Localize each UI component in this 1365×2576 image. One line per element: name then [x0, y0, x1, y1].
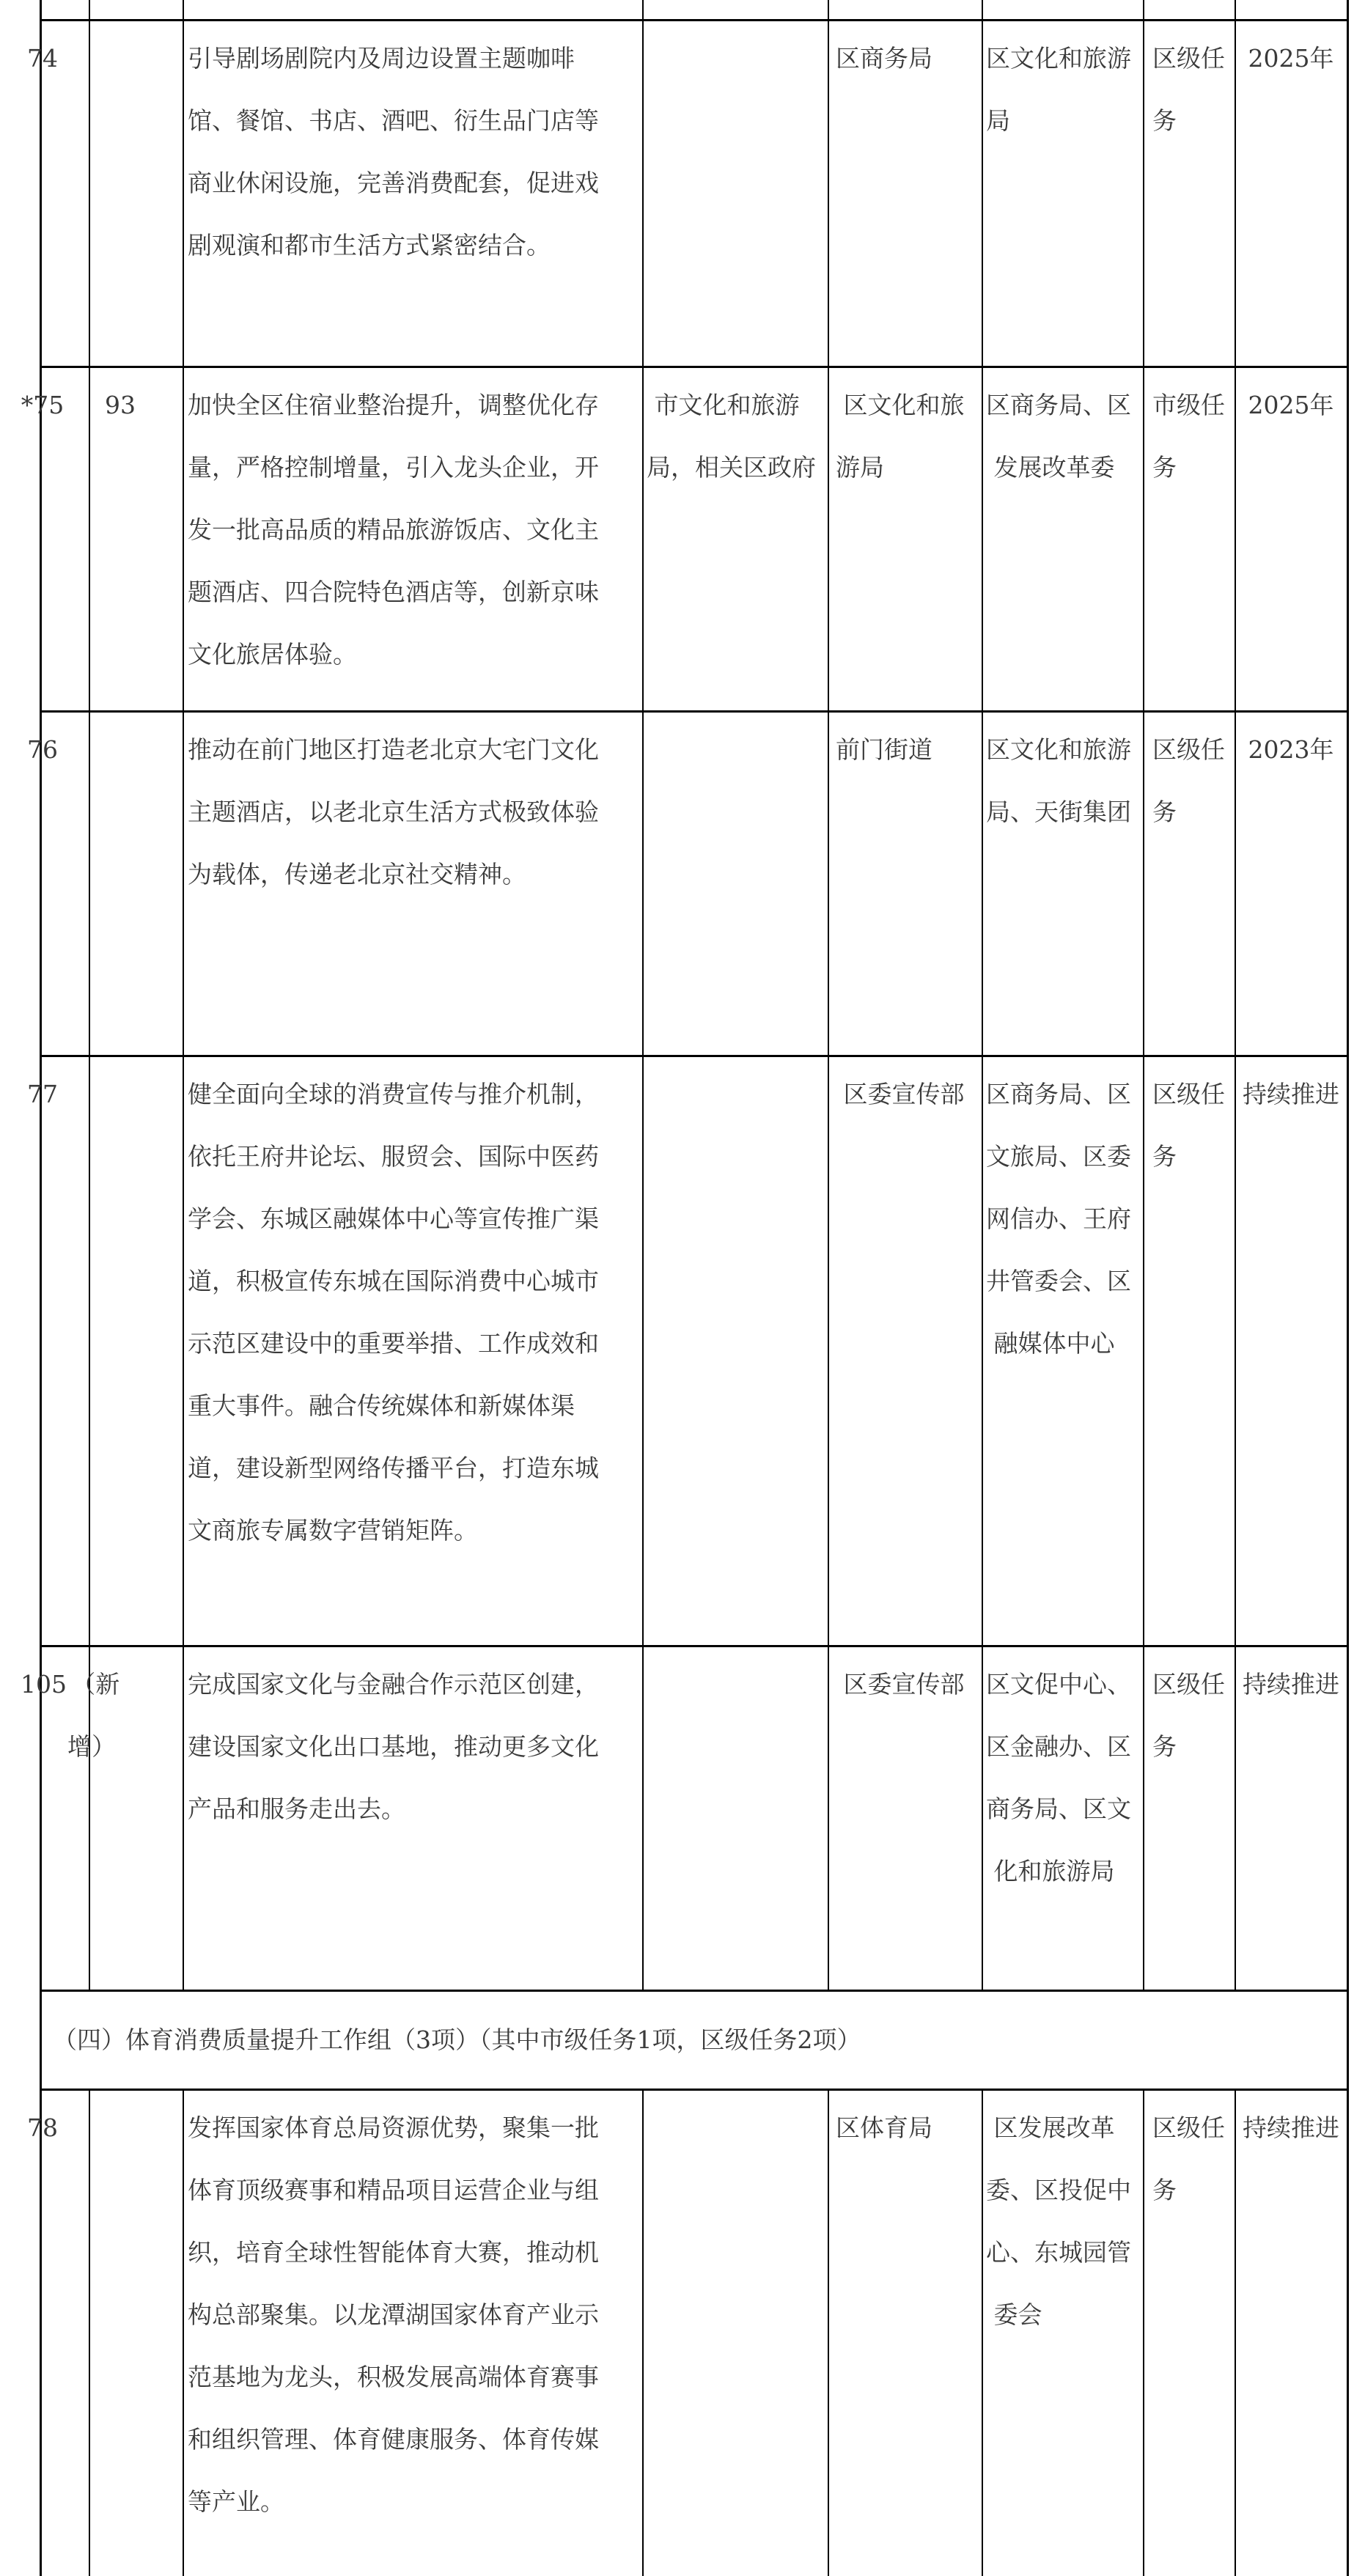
task-level: 区级任	[1152, 1670, 1225, 1699]
task-level: 务	[1152, 106, 1177, 135]
cooperating-unit: 委会	[986, 2300, 1042, 2329]
task-level: 务	[1152, 2176, 1177, 2204]
task-content-line: 道，建设新型网络传播平台，打造东城	[188, 1454, 599, 1482]
task-level: 区级任	[1152, 1080, 1225, 1108]
column-divider	[1143, 0, 1144, 1990]
table-border-vertical	[1347, 0, 1349, 2576]
cooperating-unit: 局	[986, 106, 1010, 135]
task-content-line: 发一批高品质的精品旅游饭店、文化主	[188, 515, 599, 544]
cooperating-unit: 文旅局、区委	[986, 1142, 1131, 1171]
task-content-line: 建设国家文化出口基地，推动更多文化	[188, 1732, 599, 1761]
cooperating-unit: 区文化和旅游	[986, 44, 1131, 73]
task-content-line: 推动在前门地区打造老北京大宅门文化	[188, 735, 599, 764]
task-content-line: 量，严格控制增量，引入龙头企业，开	[188, 453, 599, 482]
task-level: 务	[1152, 798, 1177, 826]
row-number: 74	[27, 44, 58, 73]
task-content-line: 织，培育全球性智能体育大赛，推动机	[188, 2238, 599, 2267]
row-number: 105	[21, 1670, 67, 1699]
task-content-line: 示范区建设中的重要举措、工作成效和	[188, 1329, 599, 1358]
lead-unit: 区文化和旅	[836, 391, 965, 419]
task-content-line: 发挥国家体育总局资源优势，聚集一批	[188, 2113, 599, 2142]
cooperating-unit: 网信办、王府	[986, 1204, 1131, 1233]
row-divider	[40, 19, 1347, 21]
deadline: 持续推进	[1243, 1080, 1339, 1108]
old-number: 增）	[67, 1732, 116, 1761]
row-divider	[40, 2089, 1347, 2091]
column-divider	[1143, 2089, 1144, 2576]
task-content-line: 剧观演和都市生活方式紧密结合。	[188, 231, 551, 260]
column-divider	[982, 0, 983, 1990]
task-content-line: 学会、东城区融媒体中心等宣传推广渠	[188, 1204, 599, 1233]
task-content-line: 题酒店、四合院特色酒店等，创新京味	[188, 578, 599, 606]
cooperating-unit: 商务局、区文	[986, 1795, 1131, 1823]
task-content-line: 引导剧场剧院内及周边设置主题咖啡	[188, 44, 575, 73]
row-number: 77	[27, 1080, 58, 1108]
deadline: 2025年	[1248, 391, 1334, 419]
task-content-line: 文商旅专属数字营销矩阵。	[188, 1516, 478, 1545]
task-content-line: 主题酒店，以老北京生活方式极致体验	[188, 798, 599, 826]
row-divider	[40, 1645, 1347, 1647]
row-divider	[40, 366, 1347, 368]
column-divider	[642, 0, 644, 1990]
section-header: （四）体育消费质量提升工作组（3项）（其中市级任务1项，区级任务2项）	[53, 2025, 861, 2054]
task-content-line: 道，积极宣传东城在国际消费中心城市	[188, 1267, 599, 1295]
task-content-line: 加快全区住宿业整治提升，调整优化存	[188, 391, 599, 419]
task-content-line: 商业休闲设施，完善消费配套，促进戏	[188, 169, 599, 197]
lead-unit: 区商务局	[836, 44, 932, 73]
cooperating-unit: 区文促中心、	[986, 1670, 1131, 1699]
column-divider	[828, 2089, 829, 2576]
cooperating-unit: 区文化和旅游	[986, 735, 1131, 764]
city-unit: 市文化和旅游	[647, 391, 800, 419]
task-level: 市级任	[1152, 391, 1225, 419]
column-divider	[183, 0, 184, 1990]
deadline: 2023年	[1248, 735, 1334, 764]
task-content-line: 构总部聚集。以龙潭湖国家体育产业示	[188, 2300, 599, 2329]
row-number: 76	[27, 735, 58, 764]
column-divider	[828, 0, 829, 1990]
cooperating-unit: 区金融办、区	[986, 1732, 1131, 1761]
cooperating-unit: 化和旅游局	[986, 1857, 1115, 1885]
column-divider	[982, 2089, 983, 2576]
cooperating-unit: 区商务局、区	[986, 1080, 1131, 1108]
cooperating-unit: 局、天街集团	[986, 798, 1131, 826]
task-content-line: 馆、餐馆、书店、酒吧、衍生品门店等	[188, 106, 599, 135]
task-content-line: 范基地为龙头，积极发展高端体育赛事	[188, 2363, 599, 2391]
column-divider	[183, 2089, 184, 2576]
old-number: （新	[63, 1670, 120, 1699]
column-divider	[642, 2089, 644, 2576]
task-level: 务	[1152, 453, 1177, 482]
old-number: 93	[105, 391, 136, 419]
cooperating-unit: 井管委会、区	[986, 1267, 1131, 1295]
task-content-line: 完成国家文化与金融合作示范区创建，	[188, 1670, 599, 1699]
row-divider	[40, 1055, 1347, 1057]
task-level: 区级任	[1152, 44, 1225, 73]
lead-unit: 区委宣传部	[836, 1670, 965, 1699]
cooperating-unit: 区发展改革	[986, 2113, 1115, 2142]
column-divider	[89, 2089, 90, 2576]
row-number: *75	[21, 391, 65, 419]
task-content-line: 等产业。	[188, 2487, 284, 2516]
deadline: 2025年	[1248, 44, 1334, 73]
task-content-line: 健全面向全球的消费宣传与推介机制，	[188, 1080, 599, 1108]
task-content-line: 依托王府井论坛、服贸会、国际中医药	[188, 1142, 599, 1171]
row-divider	[40, 710, 1347, 713]
lead-unit: 游局	[836, 453, 884, 482]
task-content-line: 产品和服务走出去。	[188, 1795, 405, 1823]
task-content-line: 体育顶级赛事和精品项目运营企业与组	[188, 2176, 599, 2204]
cooperating-unit: 发展改革委	[986, 453, 1115, 482]
lead-unit: 前门街道	[836, 735, 932, 764]
row-number: 78	[27, 2113, 58, 2142]
task-level: 区级任	[1152, 2113, 1225, 2142]
task-content-line: 文化旅居体验。	[188, 640, 357, 669]
deadline: 持续推进	[1243, 2113, 1339, 2142]
task-content-line: 重大事件。融合传统媒体和新媒体渠	[188, 1391, 575, 1420]
cooperating-unit: 委、区投促中	[986, 2176, 1131, 2204]
cooperating-unit: 心、东城园管	[986, 2238, 1131, 2267]
lead-unit: 区体育局	[836, 2113, 932, 2142]
task-level: 务	[1152, 1732, 1177, 1761]
city-unit: 局，相关区政府	[647, 453, 816, 482]
deadline: 持续推进	[1243, 1670, 1339, 1699]
task-content-line: 和组织管理、体育健康服务、体育传媒	[188, 2425, 599, 2454]
row-divider	[40, 1990, 1347, 1992]
cooperating-unit: 融媒体中心	[986, 1329, 1115, 1358]
cooperating-unit: 区商务局、区	[986, 391, 1131, 419]
task-level: 务	[1152, 1142, 1177, 1171]
lead-unit: 区委宣传部	[836, 1080, 965, 1108]
task-content-line: 为载体，传递老北京社交精神。	[188, 860, 526, 888]
task-level: 区级任	[1152, 735, 1225, 764]
